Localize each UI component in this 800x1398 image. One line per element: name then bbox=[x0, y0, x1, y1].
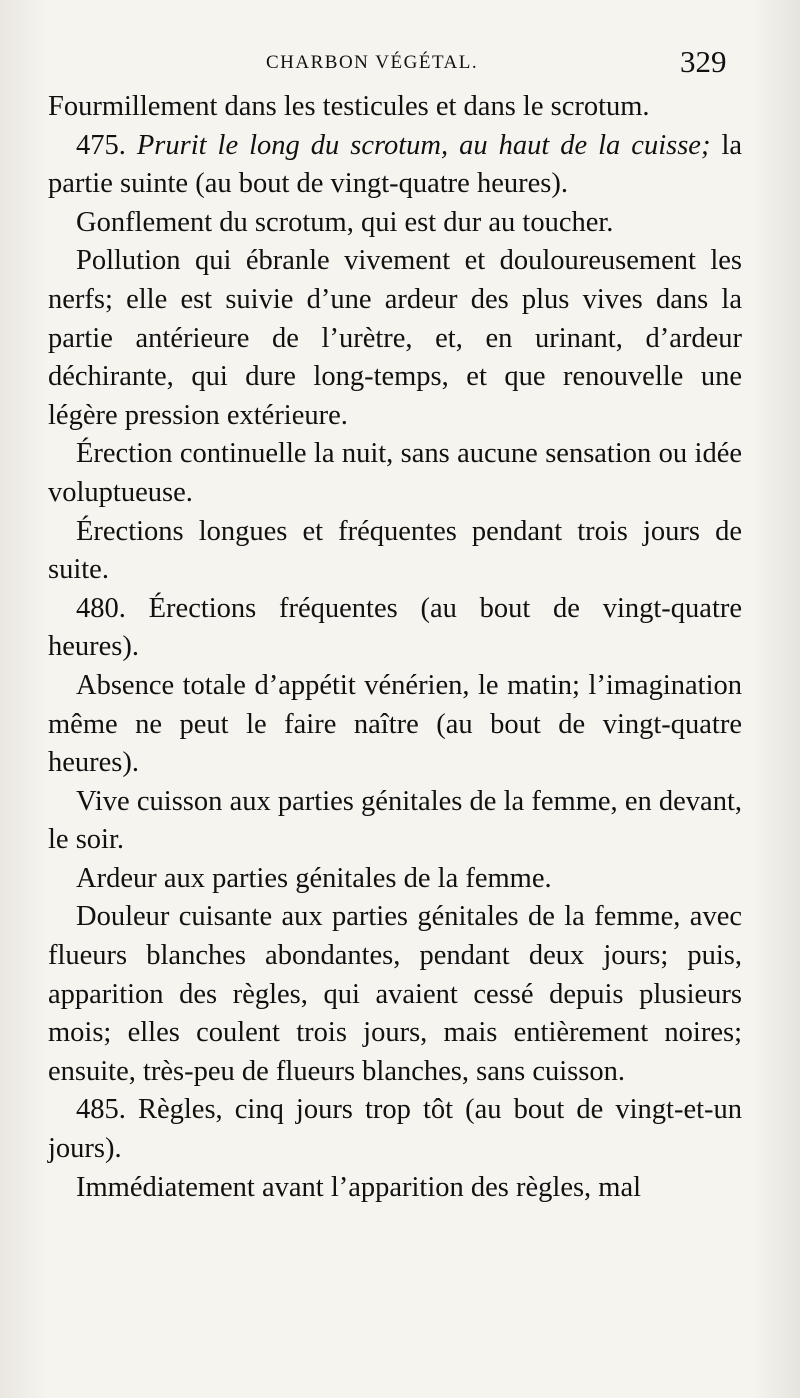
paragraph bbox=[48, 667, 742, 783]
paragraph bbox=[48, 204, 742, 243]
paragraph bbox=[48, 783, 742, 860]
paragraph bbox=[48, 127, 742, 204]
paragraph-text: Érections fréquentes (au bout de vingt-quatre heures). bbox=[48, 592, 743, 663]
paragraph-text: Gonflement du scrotum, qui est dur au toucher. bbox=[76, 206, 614, 238]
paragraph-text: Érection continuelle la nuit, sans aucune sensation ou idée voluptueuse. bbox=[48, 438, 742, 508]
italic-text: Prurit le long du scrotum, au haut de la cuisse; bbox=[136, 129, 711, 161]
paragraph-text: Ardeur aux parties génitales de la femme. bbox=[76, 862, 552, 894]
paragraph-text: Vive cuisson aux parties génitales de la femme, en devant, le soir. bbox=[48, 785, 742, 856]
entry-number: 480. bbox=[76, 592, 126, 624]
paragraph bbox=[48, 860, 742, 899]
paragraph-text: Fourmillement dans les testicules et dans le scrotum. bbox=[48, 91, 650, 122]
page-header bbox=[0, 42, 800, 92]
paragraph bbox=[48, 513, 742, 590]
paragraph bbox=[48, 242, 742, 435]
paragraph bbox=[48, 590, 742, 667]
paragraph bbox=[48, 88, 742, 127]
paragraph bbox=[48, 898, 742, 1091]
paragraph-text: Immédiatement avant l’apparition des règles, mal bbox=[76, 1171, 642, 1203]
paragraph-text: Pollution qui ébranle vivement et douloureusement les nerfs; elle est suivie d’une ardeur des plus vives dans la partie antérieure de l’urètre, et, en urinant, d’ardeur déchirante, qui dure long-temps, et que renouvelle une légère pression extérieure. bbox=[48, 245, 742, 431]
running-head: CHARBON VÉGÉTAL. bbox=[266, 52, 479, 73]
paragraph bbox=[48, 1169, 742, 1208]
paragraph-text: Absence totale d’appétit vénérien, le matin; l’imagination même ne peut le faire naître (au bout de vingt-quatre heures). bbox=[48, 669, 742, 779]
paragraph-text: Douleur cuisante aux parties génitales de la femme, avec flueurs blanches abondantes, pendant deux jours; puis, apparition des règles, qui avaient cessé depuis plusieurs mois; elles coulent trois jours, mais entièrement noires; ensuite, très-peu de flueurs blanches, sans cuisson. bbox=[48, 901, 742, 1087]
paragraph bbox=[48, 1091, 742, 1168]
entry-number: 475. bbox=[76, 129, 126, 161]
paragraph-text: Règles, cinq jours trop tôt (au bout de vingt-et-un jours). bbox=[48, 1094, 742, 1165]
paragraph-text: la partie suinte (au bout de vingt-quatre heures). bbox=[48, 129, 743, 200]
entry-number: 485. bbox=[76, 1094, 126, 1126]
page-number: 329 bbox=[680, 44, 727, 79]
page-body bbox=[48, 88, 742, 1207]
paragraph bbox=[48, 435, 742, 512]
paragraph-text: Érections longues et fréquentes pendant trois jours de suite. bbox=[48, 515, 742, 586]
